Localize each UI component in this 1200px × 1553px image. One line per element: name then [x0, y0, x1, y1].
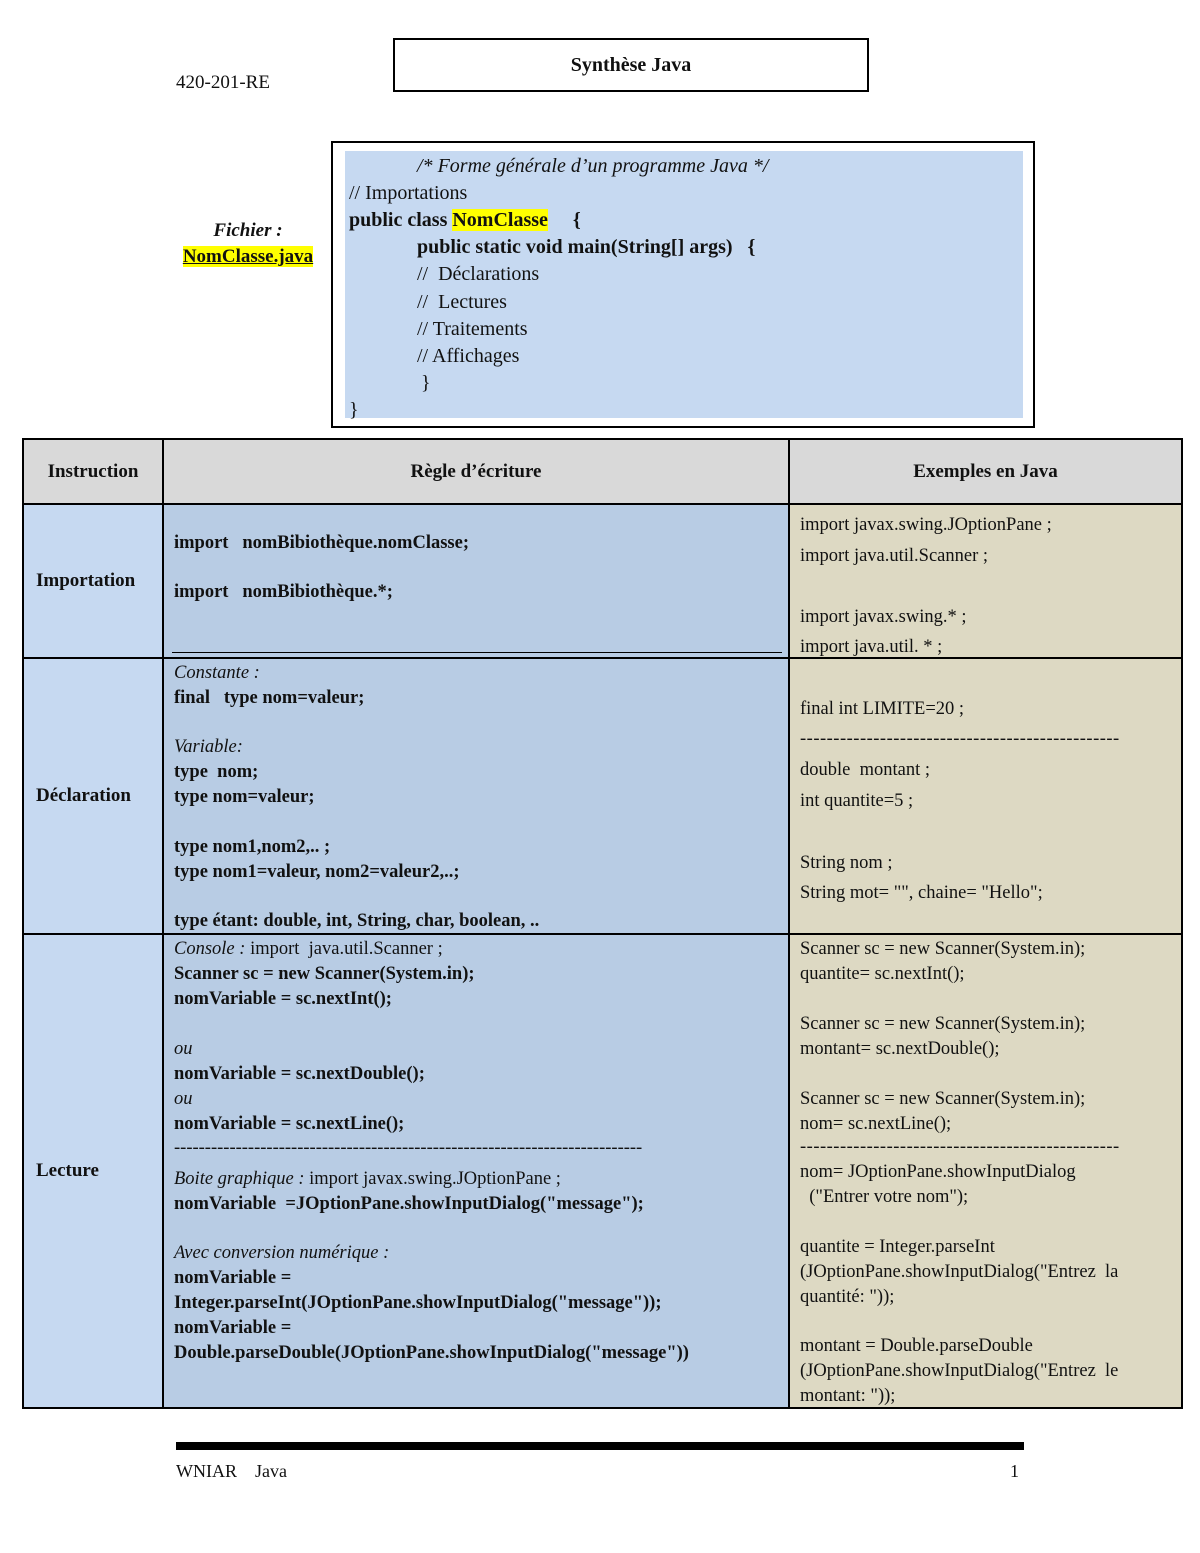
- course-code: 420-201-RE: [176, 72, 270, 93]
- header-instruction: Instruction: [24, 440, 164, 505]
- rule-nomvariable-1: nomVariable =: [174, 1268, 292, 1288]
- rule-type-nom-valeur: type nom=valeur;: [174, 787, 315, 807]
- row-importation-name: Importation: [24, 505, 164, 659]
- rule-dialog: nomVariable =JOptionPane.showInputDialog("message");: [174, 1194, 644, 1214]
- example-string: String nom ;: [800, 853, 893, 873]
- console-line: Console : import java.util.Scanner ;: [174, 939, 443, 959]
- code-declarations: // Déclarations: [417, 263, 540, 285]
- footer-author: WNIAR Java: [176, 1461, 287, 1481]
- rule-final: final type nom=valeur;: [174, 688, 365, 708]
- code-inner-close: }: [421, 372, 431, 394]
- rule-import-all: import nomBibiothèque.*;: [174, 582, 393, 602]
- syntax-table: [22, 438, 1183, 1409]
- example-string2: String mot= "", chaine= "Hello";: [800, 883, 1043, 903]
- variable-label: Variable:: [174, 737, 243, 757]
- rule-multi-valeur: type nom1=valeur, nom2=valeur2,..;: [174, 862, 460, 882]
- code-outer-close: }: [349, 399, 359, 421]
- example-parsedouble-1: montant = Double.parseDouble: [800, 1336, 1033, 1356]
- code-class-decl: public class NomClasse {: [349, 209, 581, 231]
- row-lecture-rule: [164, 935, 790, 1407]
- page-number: 1: [1010, 1461, 1019, 1481]
- header-rule: Règle d’écriture: [164, 440, 790, 505]
- code-traitements: // Traitements: [417, 318, 528, 340]
- code-importations: // Importations: [349, 182, 468, 204]
- example-nom: nom= sc.nextLine();: [800, 1114, 952, 1134]
- rule-type-nom: type nom;: [174, 762, 259, 782]
- example-parsedouble-2: (JOptionPane.showInputDialog("Entrez le: [800, 1361, 1119, 1381]
- program-template-code: [345, 151, 1023, 421]
- rule-types: type étant: double, int, String, char, boolean, ..: [174, 911, 540, 931]
- ou-2: ou: [174, 1089, 193, 1109]
- code-affichages: // Affichages: [417, 345, 520, 367]
- example-parsedouble-3: montant: "));: [800, 1386, 896, 1406]
- example-quantite: quantite= sc.nextInt();: [800, 964, 965, 984]
- code-main-decl: public static void main(String[] args) {: [417, 236, 756, 258]
- class-name-highlight: NomClasse: [452, 209, 548, 231]
- document-title: Synthèse Java: [393, 38, 869, 92]
- rule-nomvariable-2: nomVariable =: [174, 1318, 292, 1338]
- row-declaration-rule: [164, 659, 790, 935]
- example-int: int quantite=5 ;: [800, 791, 914, 811]
- row-importation-rule: [164, 505, 790, 659]
- boite-line: Boite graphique : import javax.swing.JOptionPane ;: [174, 1169, 561, 1189]
- example-double: double montant ;: [800, 760, 930, 780]
- example-montant: montant= sc.nextDouble();: [800, 1039, 1000, 1059]
- example-lecture-separator: ------------------------------------------------: [800, 1137, 1120, 1157]
- row-lecture-name: Lecture: [24, 935, 164, 1407]
- file-label-text: Fichier :: [213, 220, 283, 241]
- code-comment-line: /* Forme générale d’un programme Java */: [417, 155, 769, 177]
- rule-parseint: Integer.parseInt(JOptionPane.showInputDialog("message"));: [174, 1293, 662, 1313]
- file-name: NomClasse.java: [182, 246, 314, 267]
- rule-nextint: nomVariable = sc.nextInt();: [174, 989, 392, 1009]
- row-declaration-name: Déclaration: [24, 659, 164, 935]
- example-dialog-1: nom= JOptionPane.showInputDialog: [800, 1162, 1076, 1182]
- example-parseint-1: quantite = Integer.parseInt: [800, 1237, 995, 1257]
- example-scanner-2: Scanner sc = new Scanner(System.in);: [800, 1014, 1086, 1034]
- example-parseint-2: (JOptionPane.showInputDialog("Entrez la: [800, 1262, 1119, 1282]
- rule-scanner: Scanner sc = new Scanner(System.in);: [174, 964, 475, 984]
- constante-label: Constante :: [174, 663, 260, 683]
- conversion-label: Avec conversion numérique :: [174, 1243, 390, 1263]
- example-dialog-2: ("Entrer votre nom");: [800, 1187, 969, 1207]
- program-template-box: [331, 141, 1035, 428]
- rule-multi: type nom1,nom2,.. ;: [174, 837, 331, 857]
- rule-parsedouble: Double.parseDouble(JOptionPane.showInputDialog("message")): [174, 1343, 689, 1363]
- example-parseint-3: quantité: "));: [800, 1287, 895, 1307]
- ou-1: ou: [174, 1039, 193, 1059]
- row-lecture-examples: [790, 935, 1181, 1407]
- rule-import-class: import nomBibiothèque.nomClasse;: [174, 533, 469, 553]
- example-separator: ------------------------------------------------: [800, 729, 1120, 749]
- example-import-2: import java.util.Scanner ;: [800, 546, 989, 566]
- rule-separator: ----------------------------------------------------------------------------: [174, 1138, 643, 1158]
- code-lectures: // Lectures: [417, 291, 507, 313]
- rule-nextdouble: nomVariable = sc.nextDouble();: [174, 1064, 425, 1084]
- example-final: final int LIMITE=20 ;: [800, 699, 965, 719]
- rule-underline: [172, 652, 782, 653]
- example-import-3: import javax.swing.* ;: [800, 607, 967, 627]
- file-label: [168, 218, 328, 270]
- header-examples: Exemples en Java: [790, 440, 1181, 505]
- row-declaration-examples: [790, 659, 1181, 935]
- example-scanner-1: Scanner sc = new Scanner(System.in);: [800, 939, 1086, 959]
- rule-nextline: nomVariable = sc.nextLine();: [174, 1114, 405, 1134]
- example-scanner-3: Scanner sc = new Scanner(System.in);: [800, 1089, 1086, 1109]
- row-importation-examples: [790, 505, 1181, 659]
- example-import-1: import javax.swing.JOptionPane ;: [800, 515, 1052, 535]
- example-import-4: import java.util. * ;: [800, 637, 943, 657]
- footer-rule: [176, 1442, 1024, 1450]
